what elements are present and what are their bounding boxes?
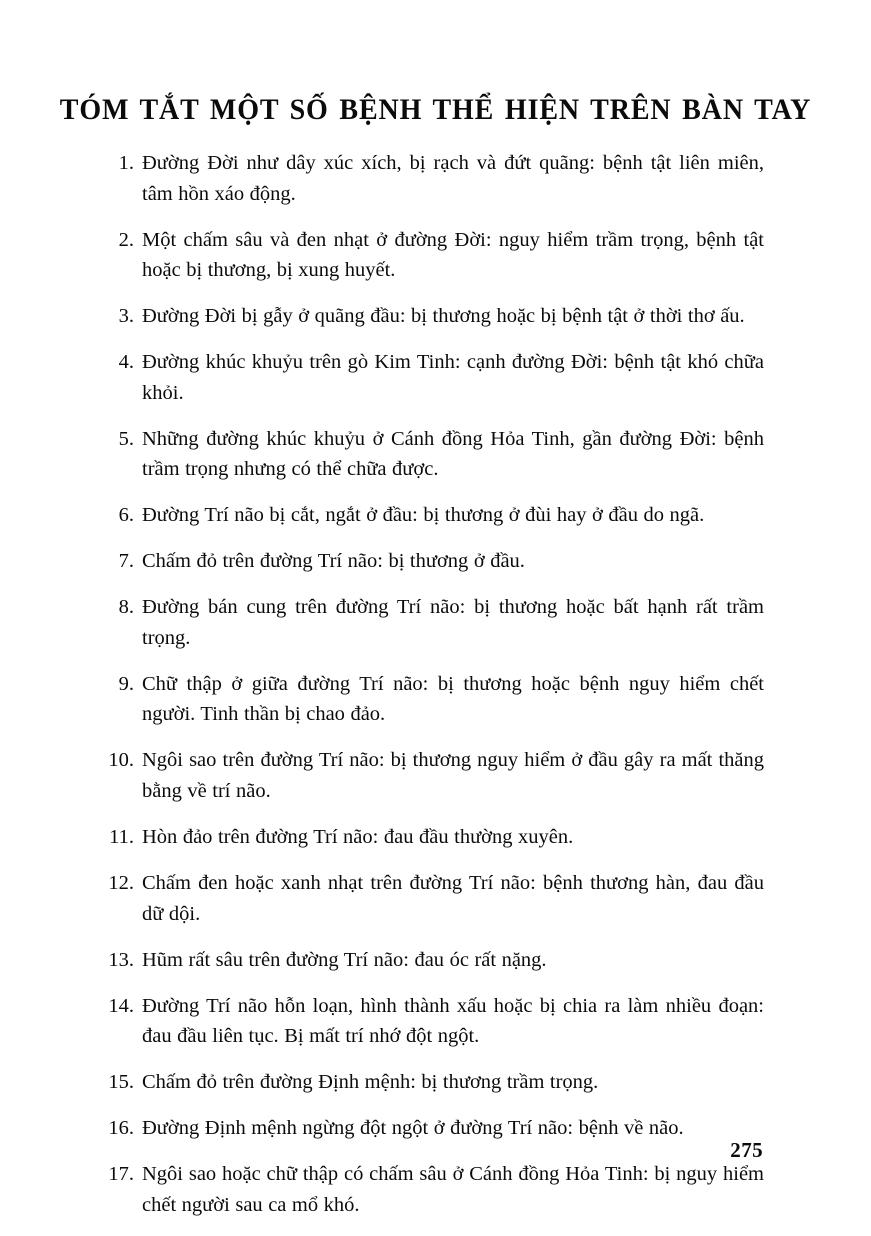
list-item-text: Hũm rất sâu trên đường Trí não: đau óc rất nặng.	[142, 948, 547, 971]
list-item-number: 10.	[108, 749, 134, 772]
list-item-number: 11.	[109, 826, 134, 849]
list-item-text: Chấm đen hoặc xanh nhạt trên đường Trí não: bệnh thương hàn, đau đầu dữ dội.	[142, 872, 764, 925]
list-item	[104, 868, 764, 929]
list-item	[104, 669, 764, 730]
list-item-number: 3.	[118, 305, 134, 328]
list-item	[104, 592, 764, 653]
list-item-number: 17.	[108, 1163, 134, 1186]
list-item	[104, 822, 764, 853]
list-item-text: Chữ thập ở giữa đường Trí não: bị thương hoặc bệnh nguy hiểm chết người. Tinh thần bị chao đảo.	[142, 672, 764, 726]
list-item	[104, 347, 764, 408]
list-item-text: Một chấm sâu và đen nhạt ở đường Đời: nguy hiểm trầm trọng, bệnh tật hoặc bị thương, bị xung huyết.	[142, 228, 764, 282]
list-item-number: 1.	[118, 152, 134, 174]
list-item	[104, 945, 764, 976]
list-item-number: 13.	[108, 948, 134, 971]
list-item-text: Ngôi sao trên đường Trí não: bị thương nguy hiểm ở đầu gây ra mất thăng bằng về trí não.	[142, 749, 764, 802]
list-item-number: 6.	[118, 504, 134, 527]
list-item-text: Đường Đời bị gẫy ở quãng đầu: bị thương hoặc bị bệnh tật ở thời thơ ấu.	[142, 305, 745, 328]
list-item	[104, 745, 764, 806]
list-item	[104, 148, 764, 209]
list-item-text: Chấm đỏ trên đường Định mệnh: bị thương trầm trọng.	[142, 1071, 599, 1094]
list-item-number: 9.	[118, 672, 134, 695]
page-title: TÓM TẮT MỘT SỐ BỆNH THỂ HIỆN TRÊN BÀN TAY	[59, 93, 812, 126]
list-item	[104, 301, 764, 332]
list-item	[104, 500, 764, 531]
list-item-text: Đường Trí não hỗn loạn, hình thành xấu hoặc bị chia ra làm nhiều đoạn: đau đầu liên tục. Bị mất trí nhớ đột ngột.	[142, 994, 764, 1048]
list-item	[104, 424, 764, 485]
list-item-number: 14.	[108, 994, 134, 1017]
list-item-text: Đường Định mệnh ngừng đột ngột ở đường Trí não: bệnh về não.	[142, 1117, 684, 1140]
list-item-text: Đường bán cung trên đường Trí não: bị thương hoặc bất hạnh rất trầm trọng.	[142, 596, 764, 649]
list-item-number: 7.	[118, 550, 134, 573]
list-item	[104, 1067, 764, 1098]
list-item	[104, 1159, 764, 1220]
list-item-number: 12.	[108, 872, 134, 895]
list-item-number: 5.	[118, 427, 134, 450]
list-item-number: 4.	[118, 351, 134, 374]
numbered-list	[104, 148, 764, 1236]
list-item	[104, 991, 764, 1052]
list-item-text: Những đường khúc khuỷu ở Cánh đồng Hỏa Tinh, gần đường Đời: bệnh trầm trọng nhưng có thể chữa được.	[142, 427, 764, 481]
list-item-text: Ngôi sao hoặc chữ thập có chấm sâu ở Cánh đồng Hỏa Tinh: bị nguy hiểm chết người sau ca mổ khó.	[142, 1163, 764, 1216]
list-item-number: 15.	[108, 1071, 134, 1094]
page-number: 275	[730, 1138, 763, 1162]
list-item-text: Đường khúc khuỷu trên gò Kim Tinh: cạnh đường Đời: bệnh tật khó chữa khỏi.	[142, 351, 764, 404]
list-item-number: 2.	[118, 228, 134, 251]
list-item-text: Đường Đời như dây xúc xích, bị rạch và đứt quãng: bệnh tật liên miên, tâm hồn xáo động.	[142, 152, 764, 205]
list-item-text: Hòn đảo trên đường Trí não: đau đầu thường xuyên.	[142, 826, 574, 849]
list-item	[104, 225, 764, 286]
list-item-number: 8.	[118, 596, 134, 619]
list-item-text: Đường Trí não bị cắt, ngắt ở đầu: bị thương ở đùi hay ở đầu do ngã.	[142, 504, 705, 527]
list-item-text: Chấm đỏ trên đường Trí não: bị thương ở đầu.	[142, 550, 525, 573]
list-item-number: 16.	[108, 1117, 134, 1140]
list-item	[104, 1113, 764, 1144]
list-item	[104, 546, 764, 577]
